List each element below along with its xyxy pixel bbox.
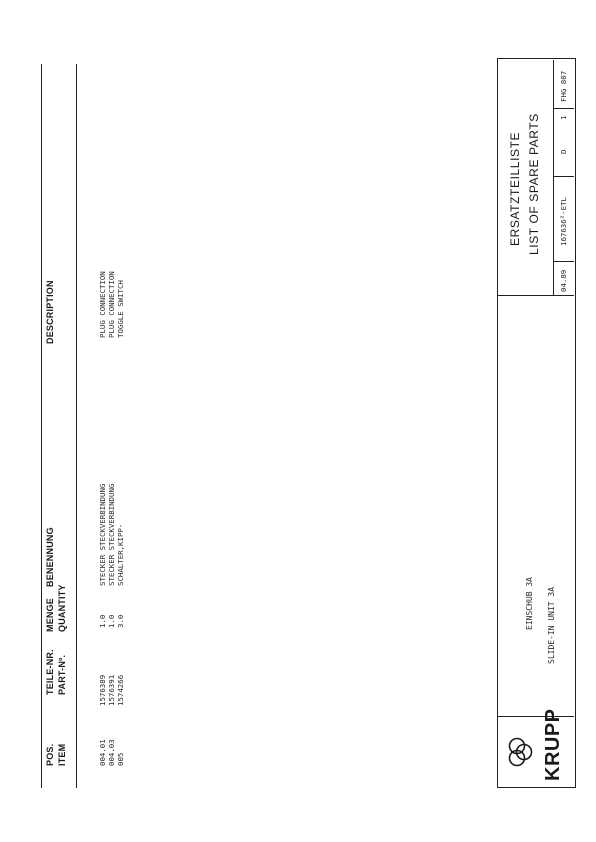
row-name: SCHALTER,KIPP- xyxy=(116,523,125,586)
unit-name-en: SLIDE-IN UNIT 3A xyxy=(547,586,556,664)
column-qty xyxy=(99,615,126,628)
header-qty-de: MENGE xyxy=(45,597,55,632)
title-block-cell-sep xyxy=(553,108,574,109)
header-rule-top xyxy=(41,64,42,788)
list-title-en: LIST OF SPARE PARTS xyxy=(527,113,541,255)
krupp-logo-text: KRUPP xyxy=(542,708,564,781)
row-qty: 1.0 xyxy=(98,614,107,628)
title-block-cell-sep xyxy=(553,176,574,177)
header-description: DESCRIPTION xyxy=(45,280,55,344)
doc-code: FHG 807 xyxy=(559,70,568,102)
unit-name-de: EINSCHUB 3A xyxy=(525,577,534,630)
column-name xyxy=(99,484,126,586)
row-pos: 004.03 xyxy=(107,739,116,766)
doc-sheet: 1 xyxy=(559,115,568,120)
doc-revision: D xyxy=(559,149,568,154)
title-block-divider-main xyxy=(497,295,574,296)
header-part-en: PART-Nº. xyxy=(57,654,67,695)
header-qty-en: QUANTITY xyxy=(57,584,67,632)
row-pos: 004.01 xyxy=(98,739,107,766)
row-part: 1576391 xyxy=(107,674,116,706)
title-block-cell-sep xyxy=(553,261,574,262)
row-desc: PLUG CONNECTION xyxy=(107,271,116,338)
row-part: 1574266 xyxy=(116,674,125,706)
row-name: STECKER STECKVERBINDUNG xyxy=(98,483,107,586)
row-desc: PLUG CONNECTION xyxy=(98,271,107,338)
row-qty: 1.0 xyxy=(107,614,116,628)
header-rule-bottom xyxy=(76,64,77,788)
row-qty: 3.0 xyxy=(116,614,125,628)
column-description xyxy=(99,271,126,338)
row-pos: 005 xyxy=(116,752,125,766)
row-part: 1576389 xyxy=(98,674,107,706)
header-item: ITEM xyxy=(57,743,67,766)
doc-date: 04.89 xyxy=(559,269,568,292)
krupp-rings-icon xyxy=(505,735,535,769)
doc-number: 167636²-ETL xyxy=(559,197,568,246)
row-name: STECKER STECKVERBINDUNG xyxy=(107,483,116,586)
column-part xyxy=(99,675,126,706)
header-part-de: TEILE-NR. xyxy=(45,649,55,695)
header-name-de: BENENNUNG xyxy=(45,527,55,587)
column-pos xyxy=(99,739,126,766)
list-title-de: ERSATZTEILLISTE xyxy=(508,131,522,246)
row-desc: TOGGLE SWITCH xyxy=(116,280,125,338)
header-pos: POS. xyxy=(45,743,55,766)
